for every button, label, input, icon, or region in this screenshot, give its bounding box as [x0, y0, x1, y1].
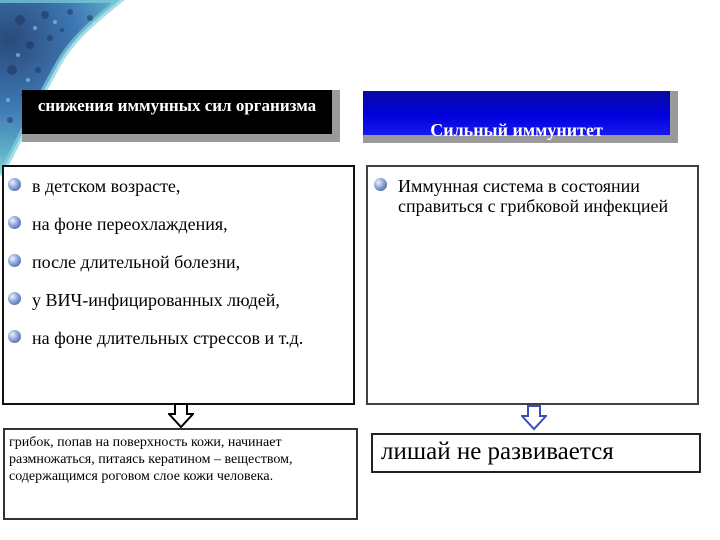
- immunity-list: [370, 176, 695, 216]
- bullet-icon: [8, 178, 21, 191]
- left-header-text: снижения иммунных сил организма: [37, 96, 317, 115]
- list-item: у ВИЧ-инфицированных людей,: [4, 290, 349, 310]
- down-arrow-icon: [521, 405, 547, 431]
- left-header: [22, 90, 340, 142]
- bullet-icon: [8, 216, 21, 229]
- outcome-weak-text: грибок, попав на поверхность кожи, начинает размножаться, питаясь кератином – веществом, содержащимся роговом слое кожи человека.: [9, 435, 293, 484]
- bullet-icon: [8, 254, 21, 267]
- outcome-weak-box: [3, 428, 358, 520]
- list-item: на фоне переохлаждения,: [4, 214, 349, 234]
- conditions-list: [4, 176, 349, 366]
- bullet-icon: [8, 330, 21, 343]
- list-item: на фоне длительных стрессов и т.д.: [4, 328, 349, 348]
- bullet-icon: [374, 178, 387, 191]
- list-item: после длительной болезни,: [4, 252, 349, 272]
- list-item: в детском возрасте,: [4, 176, 349, 196]
- down-arrow-icon: [168, 403, 194, 429]
- outcome-strong-box: [371, 433, 701, 473]
- list-item: Иммунная система в состоянии справиться с грибковой инфекцией: [370, 176, 695, 216]
- outcome-strong-text: лишай не развивается: [381, 438, 614, 465]
- right-header-text: Сильный иммунитет: [430, 120, 603, 140]
- right-header: [363, 91, 678, 143]
- bullet-icon: [8, 292, 21, 305]
